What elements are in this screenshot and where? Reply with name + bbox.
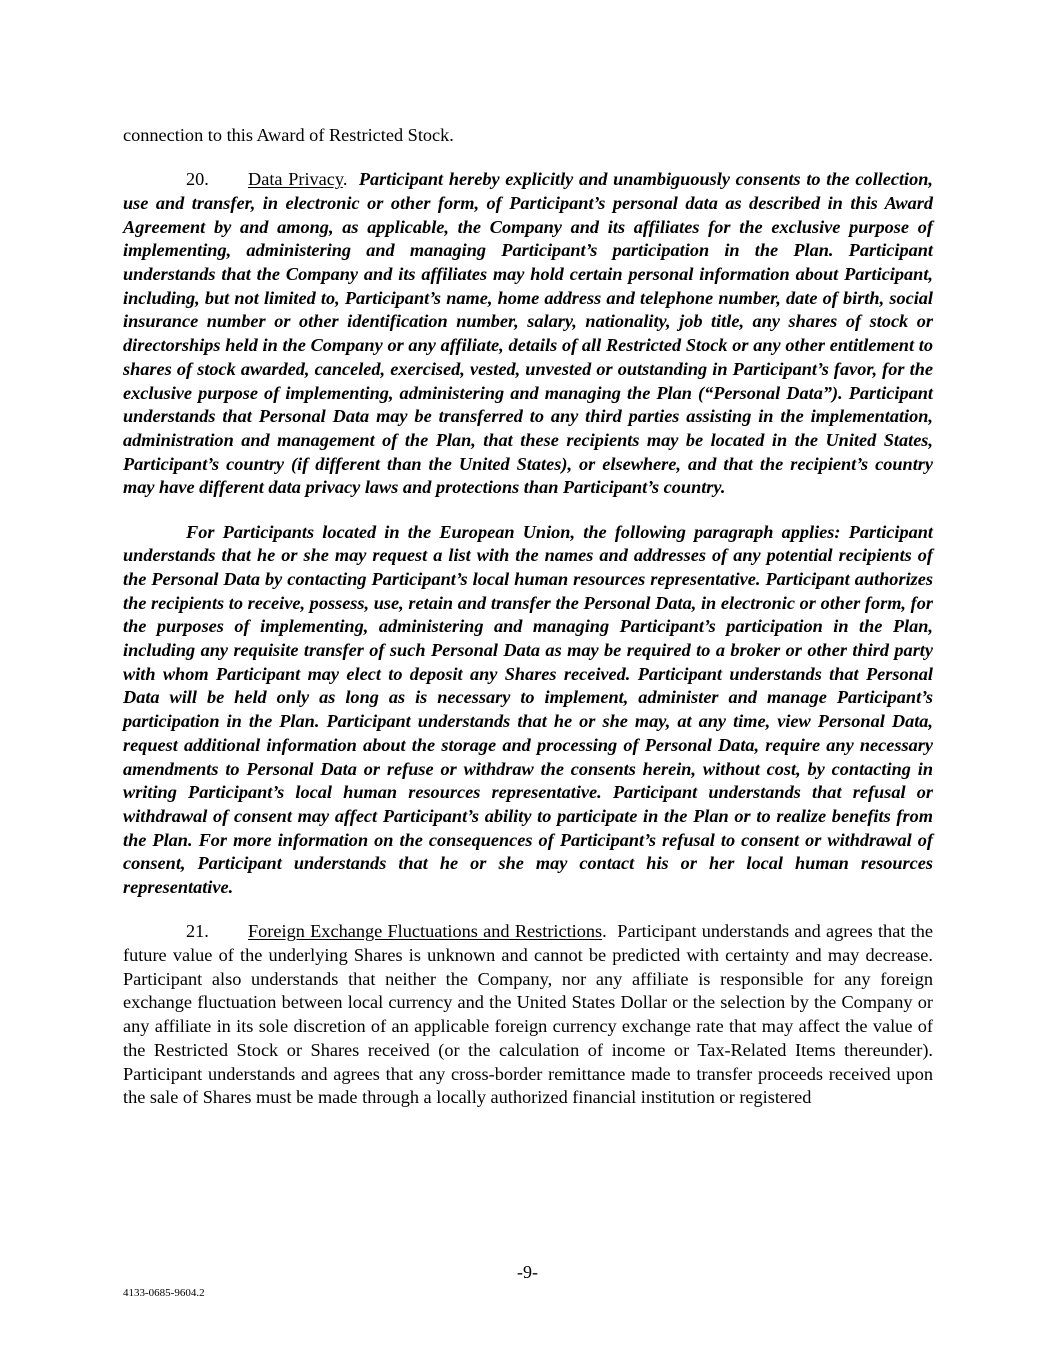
section-heading-foreign-exchange: Foreign Exchange Fluctuations and Restrictions	[248, 921, 603, 942]
section-21-paragraph	[123, 920, 933, 1110]
continuation-text: connection to this Award of Restricted Stock.	[123, 125, 454, 145]
page-number: -9-	[517, 1262, 538, 1282]
section-20-paragraph	[123, 168, 933, 500]
paragraph-spacer	[123, 148, 933, 169]
foreign-exchange-text: Participant understands and agrees that the future value of the underlying Shares is unknown and cannot be predicted with certainty and may decrease. Participant also understands that neither the Company, nor any affiliate is responsible for any foreign exchange fluctuation between local currency and the United States Dollar or the selection by the Company or any affiliate in its sole discretion of an applicable foreign currency exchange rate that may affect the value of the Restricted Stock or Shares received (or the calculation of income or Tax-Related Items thereunder). Participant understands and agrees that any cross-border remittance made to transfer proceeds received upon the sale of Shares must be made through a locally authorized financial institution or registered	[123, 921, 933, 1108]
heading-period: .	[342, 169, 348, 190]
document-id: 4133-0685-9604.2	[123, 1287, 205, 1299]
section-number: 21.	[186, 921, 209, 942]
data-privacy-consent-text: Participant hereby explicitly and unambiguously consents to the collection, use and transfer, in electronic or other form, of Participant’s personal data as described in this Award Agreement by and among, as applicable, the Company and its affiliates for the exclusive purpose of implementing, administering and managing Participant’s participation in the Plan. Participant understands that the Company and its affiliates may hold certain personal information about Participant, including, but not limited to, Participant’s name, home address and telephone number, date of birth, social insurance number or other identification number, salary, nationality, job title, any shares of stock or directorships held in the Company or any affiliate, details of all Restricted Stock or any other entitlement to shares of stock awarded, canceled, exercised, vested, unvested or outstanding in Participant’s favor, for the exclusive purpose of implementing, administering and managing the Plan (“Personal Data”). Participant understands that Personal Data may be transferred to any third parties assisting in the implementation, administration and management of the Plan, that these recipients may be located in the United States, Participant’s country (if different than the United States), or elsewhere, and that the recipient’s country may have different data privacy laws and protections than Participant’s country.	[123, 169, 933, 498]
section-number: 20.	[186, 169, 209, 190]
paragraph-spacer	[123, 500, 933, 521]
eu-participants-paragraph	[123, 521, 933, 900]
heading-period: .	[602, 921, 607, 942]
document-page-body	[123, 124, 933, 1110]
paragraph-spacer	[123, 900, 933, 921]
eu-paragraph-text: For Participants located in the European Union, the following paragraph applies: Participant understands that he or she may request a list with the names and addresses of any potential recipients of the Personal Data by contacting Participant’s local human resources representative. Participant authorizes the recipients to receive, possess, use, retain and transfer the Personal Data, in electronic or other form, for the purposes of implementing, administering and managing Participant’s participation in the Plan, including any requisite transfer of such Personal Data as may be required to a broker or other third party with whom Participant may elect to deposit any Shares received. Participant understands that Personal Data will be held only as long as is necessary to implement, administer and manage Participant’s participation in the Plan. Participant understands that he or she may, at any time, view Personal Data, request additional information about the storage and processing of Personal Data, require any necessary amendments to Personal Data or refuse or withdraw the consents herein, without cost, by contacting in writing Participant’s local human resources representative. Participant understands that refusal or withdrawal of consent may affect Participant’s ability to participate in the Plan or to realize benefits from the Plan. For more information on the consequences of Participant’s refusal to consent or withdrawal of consent, Participant understands that he or she may contact his or her local human resources representative.	[123, 521, 933, 898]
section-heading-data-privacy: Data Privacy	[248, 169, 343, 190]
